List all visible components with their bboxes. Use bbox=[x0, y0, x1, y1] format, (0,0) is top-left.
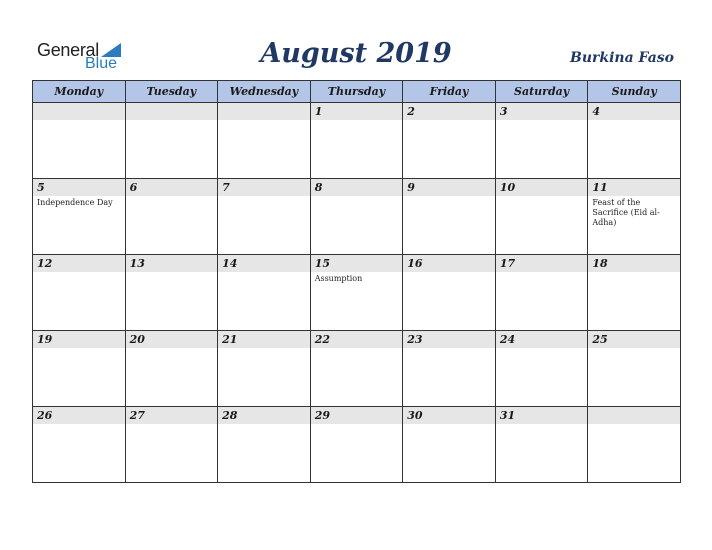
day-number: 2 bbox=[403, 103, 495, 120]
day-number: 3 bbox=[496, 103, 588, 120]
day-number bbox=[126, 103, 218, 120]
day-number: 12 bbox=[33, 255, 125, 272]
day-cell bbox=[403, 255, 496, 331]
day-number: 6 bbox=[126, 179, 218, 196]
day-number: 1 bbox=[311, 103, 403, 120]
weekday-header: Saturday bbox=[495, 81, 588, 103]
day-cell bbox=[33, 331, 126, 407]
country-name: Burkina Faso bbox=[570, 50, 674, 66]
day-cell bbox=[33, 407, 126, 483]
day-number: 7 bbox=[218, 179, 310, 196]
day-cell bbox=[495, 179, 588, 255]
weekday-header: Monday bbox=[33, 81, 126, 103]
day-number: 26 bbox=[33, 407, 125, 424]
holiday-label: Assumption bbox=[314, 274, 363, 283]
day-cell bbox=[33, 103, 126, 179]
day-number: 5 bbox=[33, 179, 125, 196]
holiday-label: Independence Day bbox=[37, 198, 113, 207]
day-cell bbox=[125, 255, 218, 331]
day-cell bbox=[218, 179, 311, 255]
logo-general-text: General bbox=[37, 40, 99, 60]
day-cell bbox=[33, 255, 126, 331]
day-cell bbox=[125, 331, 218, 407]
day-number: 21 bbox=[218, 331, 310, 348]
day-number: 24 bbox=[496, 331, 588, 348]
day-number: 14 bbox=[218, 255, 310, 272]
day-cell bbox=[125, 179, 218, 255]
day-cell bbox=[495, 407, 588, 483]
week-row bbox=[33, 331, 681, 407]
day-cell bbox=[310, 179, 403, 255]
day-number: 10 bbox=[496, 179, 588, 196]
day-number: 23 bbox=[403, 331, 495, 348]
day-number: 28 bbox=[218, 407, 310, 424]
day-number bbox=[588, 407, 680, 424]
weekday-header-row bbox=[33, 81, 681, 103]
weekday-header: Wednesday bbox=[218, 81, 311, 103]
day-number: 22 bbox=[311, 331, 403, 348]
day-number: 25 bbox=[588, 331, 680, 348]
day-cell bbox=[218, 255, 311, 331]
weekday-header: Thursday bbox=[310, 81, 403, 103]
week-row bbox=[33, 179, 681, 255]
day-cell bbox=[310, 331, 403, 407]
day-number: 16 bbox=[403, 255, 495, 272]
day-cell bbox=[403, 331, 496, 407]
day-cell bbox=[588, 255, 681, 331]
day-cell bbox=[310, 103, 403, 179]
day-cell bbox=[310, 407, 403, 483]
day-number: 15 bbox=[311, 255, 403, 272]
day-number: 18 bbox=[588, 255, 680, 272]
day-cell bbox=[495, 103, 588, 179]
day-cell bbox=[588, 407, 681, 483]
day-number: 17 bbox=[496, 255, 588, 272]
day-cell bbox=[495, 255, 588, 331]
calendar-grid bbox=[32, 80, 681, 483]
logo-blue-text: Blue bbox=[85, 55, 118, 72]
day-cell bbox=[403, 407, 496, 483]
day-number: 31 bbox=[496, 407, 588, 424]
day-number: 13 bbox=[126, 255, 218, 272]
day-number: 27 bbox=[126, 407, 218, 424]
day-number: 29 bbox=[311, 407, 403, 424]
week-row bbox=[33, 255, 681, 331]
weekday-header: Sunday bbox=[588, 81, 681, 103]
day-cell bbox=[588, 179, 681, 255]
holiday-label: Feast of the Sacrifice (Eid al-Adha) bbox=[592, 198, 660, 227]
day-cell bbox=[33, 179, 126, 255]
day-cell bbox=[495, 331, 588, 407]
day-cell bbox=[403, 103, 496, 179]
day-number: 8 bbox=[311, 179, 403, 196]
day-cell bbox=[218, 407, 311, 483]
day-cell bbox=[588, 331, 681, 407]
week-row bbox=[33, 407, 681, 483]
day-number: 19 bbox=[33, 331, 125, 348]
day-number: 20 bbox=[126, 331, 218, 348]
day-number: 4 bbox=[588, 103, 680, 120]
day-number bbox=[218, 103, 310, 120]
day-number: 9 bbox=[403, 179, 495, 196]
day-number: 30 bbox=[403, 407, 495, 424]
day-cell bbox=[218, 103, 311, 179]
day-cell bbox=[125, 103, 218, 179]
calendar-title: August 2019 bbox=[260, 38, 452, 69]
day-cell bbox=[588, 103, 681, 179]
day-cell bbox=[310, 255, 403, 331]
day-cell bbox=[125, 407, 218, 483]
weekday-header: Tuesday bbox=[125, 81, 218, 103]
weekday-header: Friday bbox=[403, 81, 496, 103]
day-cell bbox=[218, 331, 311, 407]
week-row bbox=[33, 103, 681, 179]
day-number: 11 bbox=[588, 179, 680, 196]
day-cell bbox=[403, 179, 496, 255]
day-number bbox=[33, 103, 125, 120]
